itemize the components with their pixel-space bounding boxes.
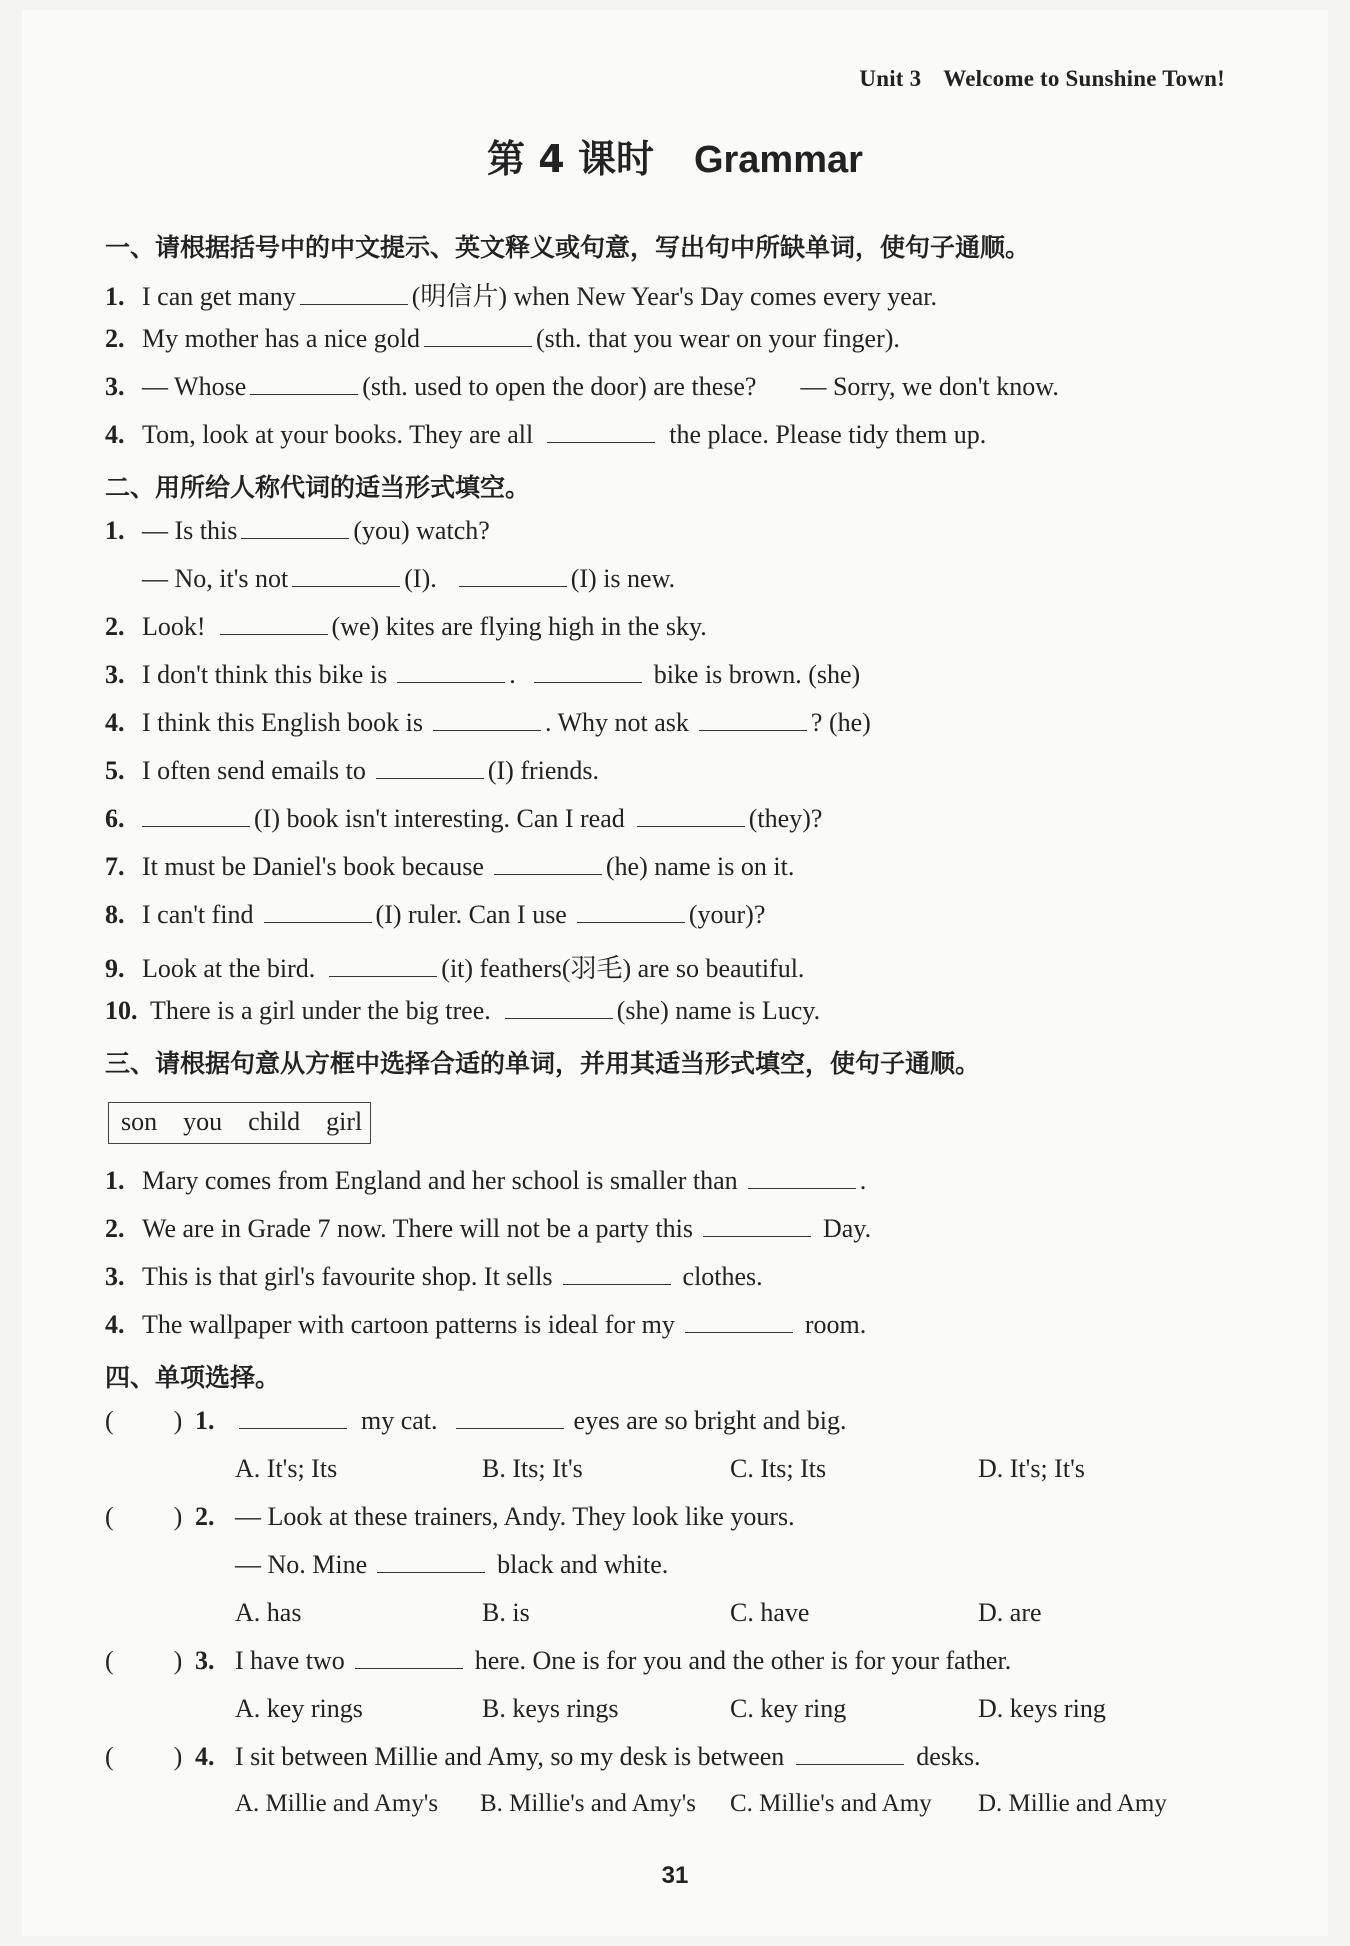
- question-text: — No. Mine: [235, 1550, 368, 1579]
- option-c[interactable]: C. Its; Its: [730, 1454, 827, 1483]
- answer-blank[interactable]: [547, 422, 655, 443]
- answer-blank[interactable]: [250, 374, 358, 395]
- s1-question-3: [105, 372, 1059, 402]
- question-text: I can't find: [142, 900, 254, 929]
- question-number: 4.: [105, 708, 125, 737]
- word-bank-item: son: [121, 1107, 158, 1136]
- lesson-title: [0, 128, 1350, 183]
- question-text: (I).: [404, 564, 437, 593]
- word-bank-box: [108, 1102, 371, 1144]
- s3-question-3: [105, 1262, 763, 1292]
- question-text: — Sorry, we don't know.: [800, 372, 1059, 401]
- question-text: This is that girl's favourite shop. It sells: [142, 1262, 553, 1291]
- answer-blank[interactable]: [239, 1408, 347, 1429]
- question-number: 2.: [105, 612, 125, 641]
- answer-blank[interactable]: [376, 758, 484, 779]
- section-4-heading: 四、单项选择。: [105, 1363, 281, 1392]
- option-b[interactable]: B. is: [482, 1598, 530, 1627]
- question-text: (it) feathers(羽毛) are so beautiful.: [441, 954, 805, 983]
- question-number: 8.: [105, 900, 125, 929]
- s2-question-1: [105, 516, 490, 546]
- question-text: — No, it's not: [142, 564, 289, 593]
- question-text: I have two: [235, 1646, 345, 1675]
- answer-paren-left: (: [105, 1646, 114, 1675]
- s4-question-2-reply: [235, 1550, 668, 1580]
- option-a[interactable]: A. has: [235, 1598, 302, 1627]
- answer-paren-right: ): [173, 1742, 183, 1771]
- question-number: 9.: [105, 954, 125, 983]
- question-number: 4.: [105, 1310, 125, 1339]
- answer-blank[interactable]: [264, 902, 372, 923]
- answer-paren-left: (: [105, 1742, 114, 1771]
- page-number: 31: [661, 1862, 689, 1889]
- s3-question-4: [105, 1310, 866, 1340]
- question-text: (明信片) when New Year's Day comes every year.: [411, 282, 938, 311]
- question-text: (you) watch?: [353, 516, 490, 545]
- question-number: 2.: [105, 324, 125, 353]
- question-text: here. One is for you and the other is for your father.: [474, 1646, 1012, 1675]
- question-text: Look!: [142, 612, 206, 641]
- answer-paren-left: (: [105, 1502, 114, 1531]
- question-text: There is a girl under the big tree.: [150, 996, 491, 1025]
- question-text: It must be Daniel's book because: [142, 852, 484, 881]
- s2-question-3: [105, 660, 860, 690]
- answer-paren-right: ): [173, 1502, 183, 1531]
- question-number: 3.: [105, 660, 125, 689]
- question-number: 1.: [105, 282, 125, 311]
- answer-blank[interactable]: [329, 956, 437, 977]
- question-text: (your)?: [688, 900, 766, 929]
- unit-title: Welcome to Sunshine Town!: [943, 66, 1225, 91]
- s4-question-4: [105, 1742, 981, 1772]
- question-text: I can get many: [142, 282, 296, 311]
- option-c[interactable]: C. have: [730, 1598, 810, 1627]
- word-bank-item: girl: [326, 1107, 363, 1136]
- question-text: I think this English book is: [142, 708, 423, 737]
- answer-blank[interactable]: [494, 854, 602, 875]
- answer-blank[interactable]: [534, 662, 642, 683]
- question-number: 7.: [105, 852, 125, 881]
- question-text: We are in Grade 7 now. There will not be a party this: [142, 1214, 693, 1243]
- question-text: (sth. that you wear on your finger).: [536, 324, 900, 353]
- question-number: 10.: [105, 996, 138, 1025]
- answer-blank[interactable]: [397, 662, 505, 683]
- section-3-heading: 三、请根据句意从方框中选择合适的单词，并用其适当形式填空，使句子通顺。: [105, 1049, 981, 1078]
- option-d[interactable]: D. keys ring: [978, 1694, 1106, 1723]
- option-c[interactable]: C. Millie's and Amy: [730, 1790, 932, 1817]
- question-text: black and white.: [497, 1550, 669, 1579]
- s1-question-4: [105, 420, 986, 450]
- s3-question-1: [105, 1166, 866, 1196]
- question-text: Look at the bird.: [142, 954, 316, 983]
- question-text: The wallpaper with cartoon patterns is ideal for my: [142, 1310, 675, 1339]
- answer-blank[interactable]: [355, 1648, 463, 1669]
- question-text: the place. Please tidy them up.: [669, 420, 987, 449]
- s3-question-2: [105, 1214, 871, 1244]
- word-bank-item: you: [183, 1107, 223, 1136]
- answer-blank[interactable]: [292, 566, 400, 587]
- question-number: 4.: [195, 1742, 215, 1771]
- question-number: 2.: [195, 1502, 215, 1531]
- question-number: 1.: [195, 1406, 215, 1435]
- s4-question-1: [105, 1406, 846, 1436]
- question-text: — Look at these trainers, Andy. They look like yours.: [235, 1502, 795, 1531]
- question-text: I sit between Millie and Amy, so my desk is between: [235, 1742, 785, 1771]
- answer-blank[interactable]: [637, 806, 745, 827]
- s2-question-2: [105, 612, 707, 642]
- option-b[interactable]: B. keys rings: [482, 1694, 619, 1723]
- answer-blank[interactable]: [699, 710, 807, 731]
- running-header: [859, 66, 1225, 92]
- question-text: My mother has a nice gold: [142, 324, 420, 353]
- answer-blank[interactable]: [577, 902, 685, 923]
- question-number: 1.: [105, 516, 125, 545]
- question-text: . Why not ask: [544, 708, 689, 737]
- s4-question-2: [105, 1502, 795, 1532]
- word-bank-item: child: [248, 1107, 301, 1136]
- answer-blank[interactable]: [563, 1264, 671, 1285]
- question-text: Tom, look at your books. They are all: [142, 420, 534, 449]
- option-d[interactable]: D. Millie and Amy: [978, 1790, 1167, 1817]
- question-text: Day.: [822, 1214, 872, 1243]
- question-number: 3.: [195, 1646, 215, 1675]
- question-number: 6.: [105, 804, 125, 833]
- question-text: — Whose: [142, 372, 247, 401]
- question-text: bike is brown. (she): [653, 660, 861, 689]
- question-text: (they)?: [748, 804, 823, 833]
- answer-blank[interactable]: [796, 1744, 904, 1765]
- section-1-heading: 一、请根据括号中的中文提示、英文释义或句意，写出句中所缺单词，使句子通顺。: [105, 233, 1031, 262]
- s1-question-1: [105, 276, 937, 313]
- s4-question-3: [105, 1646, 1011, 1676]
- question-text: (I) book isn't interesting. Can I read: [254, 804, 625, 833]
- option-d[interactable]: D. It's; It's: [978, 1454, 1085, 1483]
- question-text: (we) kites are flying high in the sky.: [331, 612, 707, 641]
- lesson-topic: Grammar: [693, 139, 863, 181]
- option-a[interactable]: A. key rings: [235, 1694, 363, 1723]
- question-text: (I) is new.: [570, 564, 676, 593]
- answer-blank[interactable]: [142, 806, 250, 827]
- question-number: 3.: [105, 372, 125, 401]
- s2-question-9: [105, 948, 804, 985]
- question-text: .: [859, 1166, 867, 1195]
- answer-blank[interactable]: [459, 566, 567, 587]
- question-text: (I) friends.: [487, 756, 600, 785]
- question-number: 2.: [105, 1214, 125, 1243]
- question-text: I often send emails to: [142, 756, 366, 785]
- question-text: (he) name is on it.: [605, 852, 795, 881]
- answer-paren-right: ): [173, 1406, 183, 1435]
- s2-question-5: [105, 756, 599, 786]
- question-text: eyes are so bright and big.: [573, 1406, 847, 1435]
- question-text: Mary comes from England and her school is smaller than: [142, 1166, 738, 1195]
- question-number: 3.: [105, 1262, 125, 1291]
- question-text: ? (he): [810, 708, 871, 737]
- question-text: .: [509, 660, 516, 689]
- s2-question-6: [105, 804, 822, 834]
- answer-blank[interactable]: [685, 1312, 793, 1333]
- s2-question-7: [105, 852, 794, 882]
- option-b[interactable]: B. Millie's and Amy's: [480, 1790, 696, 1817]
- unit-label: Unit 3: [859, 66, 922, 91]
- s1-question-2: [105, 324, 900, 354]
- option-b[interactable]: B. Its; It's: [482, 1454, 583, 1483]
- s2-question-1-reply: [105, 564, 675, 594]
- question-number: 5.: [105, 756, 125, 785]
- answer-blank[interactable]: [241, 518, 349, 539]
- answer-blank[interactable]: [424, 326, 532, 347]
- question-number: 1.: [105, 1166, 125, 1195]
- question-text: desks.: [916, 1742, 981, 1771]
- question-text: room.: [804, 1310, 867, 1339]
- question-text: (sth. used to open the door) are these?: [362, 372, 757, 401]
- option-c[interactable]: C. key ring: [730, 1694, 847, 1723]
- question-text: (she) name is Lucy.: [616, 996, 821, 1025]
- answer-blank[interactable]: [220, 614, 328, 635]
- answer-blank[interactable]: [456, 1408, 564, 1429]
- question-number: 4.: [105, 420, 125, 449]
- s2-question-8: [105, 900, 765, 930]
- answer-blank[interactable]: [433, 710, 541, 731]
- section-2-heading: 二、用所给人称代词的适当形式填空。: [105, 473, 531, 502]
- lesson-number: 第 4 课时: [487, 137, 654, 181]
- question-text: I don't think this bike is: [142, 660, 388, 689]
- option-a[interactable]: A. It's; Its: [235, 1454, 338, 1483]
- question-text: (I) ruler. Can I use: [375, 900, 567, 929]
- answer-blank[interactable]: [505, 998, 613, 1019]
- s2-question-10: [105, 996, 820, 1026]
- s2-question-4: [105, 708, 871, 738]
- answer-paren-right: ): [173, 1646, 183, 1675]
- option-d[interactable]: D. are: [978, 1598, 1042, 1627]
- answer-blank[interactable]: [377, 1552, 485, 1573]
- answer-blank[interactable]: [300, 284, 408, 305]
- question-text: — Is this: [142, 516, 238, 545]
- question-text: my cat.: [361, 1406, 438, 1435]
- answer-paren-left: (: [105, 1406, 114, 1435]
- question-text: clothes.: [682, 1262, 763, 1291]
- answer-blank[interactable]: [748, 1168, 856, 1189]
- option-a[interactable]: A. Millie and Amy's: [235, 1790, 439, 1817]
- answer-blank[interactable]: [703, 1216, 811, 1237]
